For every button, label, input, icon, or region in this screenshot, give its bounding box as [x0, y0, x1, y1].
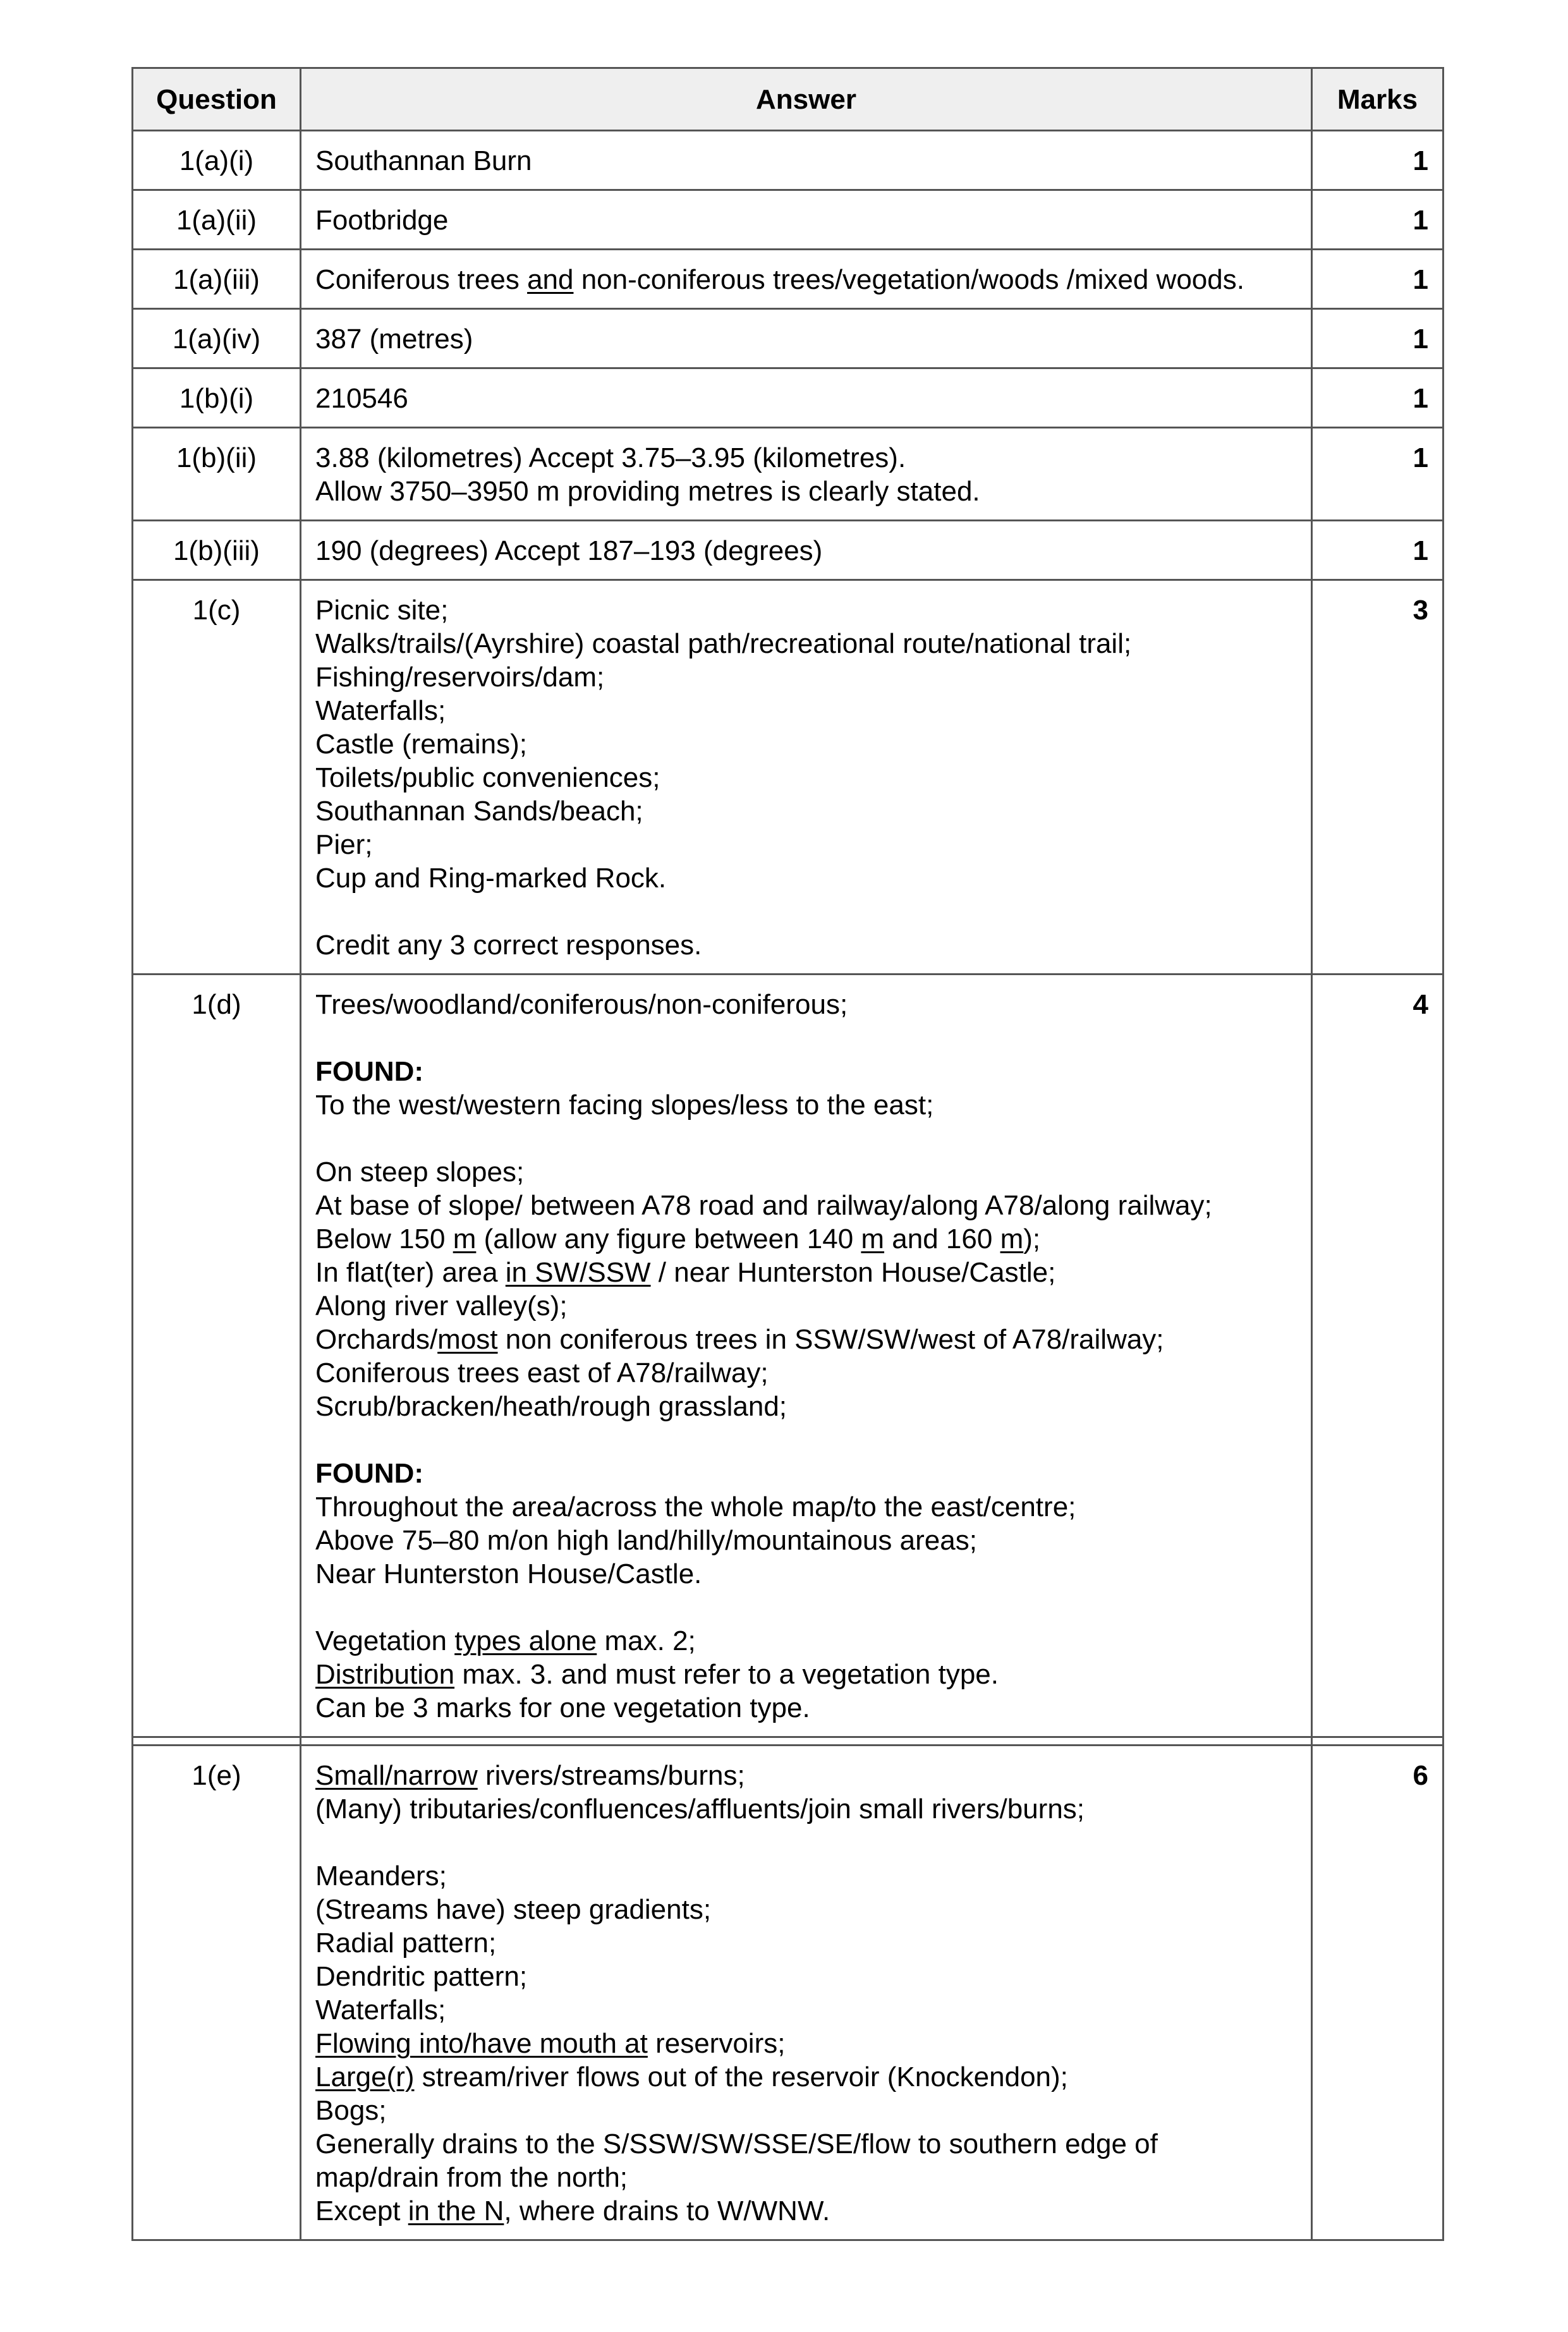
answer-cell	[301, 975, 1312, 1737]
answer-text: Near Hunterston House/Castle.	[315, 1558, 702, 1589]
answer-text: / near Hunterston House/Castle;	[650, 1257, 1056, 1288]
blank-line	[315, 1423, 1298, 1457]
answer-text: Southannan Sands/beach;	[315, 796, 643, 827]
table-row	[133, 131, 1443, 190]
answer-text: Meanders;	[315, 1861, 447, 1892]
underlined-text: in the N	[408, 2195, 504, 2226]
underlined-text: in SW/SSW	[505, 1257, 651, 1288]
marks-cell: 1	[1312, 250, 1443, 309]
answer-line	[315, 727, 1298, 761]
mark-scheme-table	[131, 67, 1444, 2241]
answer-line	[315, 988, 1298, 1021]
answer-line	[315, 2094, 1298, 2127]
answer-cell	[301, 368, 1312, 428]
table-row	[133, 1746, 1443, 2240]
marks-cell: 1	[1312, 368, 1443, 428]
answer-text: Waterfalls;	[315, 1995, 446, 2025]
answer-cell	[301, 521, 1312, 580]
table-row	[133, 309, 1443, 368]
underlined-text: Flowing into/have mouth at	[315, 2028, 648, 2059]
underlined-text: types alone	[454, 1625, 597, 1656]
marks-cell: 1	[1312, 190, 1443, 250]
question-cell: 1(b)(i)	[133, 368, 301, 428]
answer-line	[315, 928, 1298, 962]
answer-text: Castle (remains);	[315, 729, 527, 760]
blank-line	[315, 895, 1298, 928]
answer-text: To the west/western facing slopes/less to the east;	[315, 1090, 934, 1120]
divider-cell	[1312, 1737, 1443, 1746]
answer-text: Footbridge	[315, 205, 449, 236]
answer-text: Along river valley(s);	[315, 1290, 568, 1321]
answer-text: (Many) tributaries/confluences/affluents/join small rivers/burns;	[315, 1794, 1085, 1825]
answer-line	[315, 861, 1298, 895]
divider-cell	[133, 1737, 301, 1746]
answer-text: Above 75–80 m/on high land/hilly/mountainous areas;	[315, 1525, 977, 1556]
answer-line	[315, 1256, 1298, 1289]
answer-cell	[301, 250, 1312, 309]
answer-cell	[301, 428, 1312, 521]
answer-text: 387 (metres)	[315, 324, 473, 355]
answer-line	[315, 828, 1298, 861]
blank-line	[315, 1122, 1298, 1155]
answer-text: At base of slope/ between A78 road and railway/along A78/along railway;	[315, 1190, 1212, 1221]
answer-line	[315, 627, 1298, 660]
answer-line	[315, 1490, 1298, 1524]
header-row	[133, 68, 1443, 131]
answer-line	[315, 1658, 1298, 1691]
underlined-text: most	[437, 1324, 498, 1355]
answer-line	[315, 660, 1298, 694]
question-cell: 1(b)(iii)	[133, 521, 301, 580]
answer-line	[315, 1323, 1298, 1356]
answer-line	[315, 2161, 1298, 2194]
answer-text: 3.88 (kilometres) Accept 3.75–3.95 (kilometres).	[315, 442, 906, 473]
answer-text: map/drain from the north;	[315, 2162, 628, 2193]
answer-text: rivers/streams/burns;	[477, 1760, 745, 1791]
answer-text: Dendritic pattern;	[315, 1961, 528, 1992]
answer-cell	[301, 309, 1312, 368]
answer-line	[315, 144, 1298, 178]
marks-cell: 1	[1312, 131, 1443, 190]
table-row	[133, 250, 1443, 309]
row-divider	[133, 1737, 1443, 1746]
blank-line	[315, 1826, 1298, 1859]
answer-line	[315, 1222, 1298, 1256]
table-row	[133, 368, 1443, 428]
answer-text: Picnic site;	[315, 595, 449, 626]
table-row	[133, 190, 1443, 250]
answer-text: stream/river flows out of the reservoir (Knockendon);	[414, 2062, 1068, 2092]
answer-line	[315, 694, 1298, 727]
answer-text: non-coniferous trees/vegetation/woods /mixed woods.	[573, 264, 1244, 295]
answer-cell	[301, 1746, 1312, 2240]
answer-line	[315, 1691, 1298, 1725]
answer-heading: FOUND:	[315, 1458, 424, 1489]
answer-line	[315, 1088, 1298, 1122]
answer-line	[315, 2127, 1298, 2161]
answer-line	[315, 1524, 1298, 1557]
answer-line	[315, 322, 1298, 356]
answer-text: Below 150	[315, 1224, 453, 1254]
blank-line	[315, 1021, 1298, 1055]
answer-line	[315, 1189, 1298, 1222]
answer-text: Throughout the area/across the whole map/to the east/centre;	[315, 1491, 1076, 1522]
answer-text: );	[1023, 1224, 1041, 1254]
marks-cell: 6	[1312, 1746, 1443, 2240]
table-row	[133, 428, 1443, 521]
underlined-text: m	[861, 1224, 885, 1254]
table-row	[133, 975, 1443, 1737]
answer-line	[315, 1792, 1298, 1826]
answer-text: Walks/trails/(Ayrshire) coastal path/recreational route/national trail;	[315, 628, 1132, 659]
table-body	[133, 131, 1443, 2240]
header-question: Question	[133, 68, 301, 131]
question-cell: 1(a)(iii)	[133, 250, 301, 309]
answer-text: Coniferous trees east of A78/railway;	[315, 1357, 769, 1388]
answer-text: Trees/woodland/coniferous/non-coniferous;	[315, 989, 848, 1020]
answer-line	[315, 2060, 1298, 2094]
marks-cell: 4	[1312, 975, 1443, 1737]
answer-text: Generally drains to the S/SSW/SW/SSE/SE/flow to southern edge of	[315, 2129, 1158, 2159]
answer-text: (Streams have) steep gradients;	[315, 1894, 712, 1925]
answer-text: Coniferous trees	[315, 264, 528, 295]
question-cell: 1(c)	[133, 580, 301, 975]
answer-line	[315, 2194, 1298, 2228]
question-cell: 1(a)(ii)	[133, 190, 301, 250]
answer-text: Waterfalls;	[315, 695, 446, 726]
answer-text: 190 (degrees) Accept 187–193 (degrees)	[315, 535, 823, 566]
header-answer: Answer	[301, 68, 1312, 131]
question-cell: 1(a)(iv)	[133, 309, 301, 368]
answer-text: , where drains to W/WNW.	[504, 2195, 830, 2226]
answer-cell	[301, 190, 1312, 250]
answer-text: Scrub/bracken/heath/rough grassland;	[315, 1391, 787, 1422]
answer-line	[315, 1390, 1298, 1423]
question-cell: 1(d)	[133, 975, 301, 1737]
marks-cell: 1	[1312, 309, 1443, 368]
answer-text: Pier;	[315, 829, 373, 860]
answer-line	[315, 441, 1298, 475]
answer-line	[315, 1155, 1298, 1189]
answer-line	[315, 1624, 1298, 1658]
answer-text: max. 2;	[597, 1625, 696, 1656]
answer-text: and 160	[884, 1224, 1000, 1254]
answer-text: non coniferous trees in SSW/SW/west of A78/railway;	[497, 1324, 1164, 1355]
answer-line	[315, 761, 1298, 794]
answer-text: Allow 3750–3950 m providing metres is clearly stated.	[315, 476, 980, 507]
answer-line	[315, 1356, 1298, 1390]
answer-line	[315, 475, 1298, 508]
answer-text: (allow any figure between 140	[476, 1224, 861, 1254]
answer-line	[315, 1759, 1298, 1792]
answer-line	[315, 1557, 1298, 1591]
table-row	[133, 521, 1443, 580]
answer-line	[315, 203, 1298, 237]
answer-line	[315, 1960, 1298, 1993]
answer-line	[315, 1289, 1298, 1323]
answer-line	[315, 1055, 1298, 1088]
answer-cell	[301, 131, 1312, 190]
question-cell: 1(a)(i)	[133, 131, 301, 190]
answer-text: max. 3. and must refer to a vegetation type.	[454, 1659, 999, 1690]
answer-text: In flat(ter) area	[315, 1257, 506, 1288]
answer-cell	[301, 580, 1312, 975]
answer-text: Fishing/reservoirs/dam;	[315, 662, 605, 693]
marks-cell: 1	[1312, 521, 1443, 580]
answer-heading: FOUND:	[315, 1056, 424, 1087]
divider-cell	[301, 1737, 1312, 1746]
question-cell: 1(b)(ii)	[133, 428, 301, 521]
answer-text: Bogs;	[315, 2095, 387, 2126]
blank-line	[315, 1591, 1298, 1624]
answer-line	[315, 794, 1298, 828]
answer-text: Radial pattern;	[315, 1928, 497, 1959]
answer-line	[315, 1926, 1298, 1960]
question-cell: 1(e)	[133, 1746, 301, 2240]
answer-text: Vegetation	[315, 1625, 455, 1656]
underlined-text: m	[453, 1224, 477, 1254]
answer-text: 210546	[315, 383, 408, 414]
table-row	[133, 580, 1443, 975]
answer-text: Toilets/public conveniences;	[315, 762, 660, 793]
marks-cell: 1	[1312, 428, 1443, 521]
answer-line	[315, 1859, 1298, 1893]
underlined-text: Distribution	[315, 1659, 455, 1690]
answer-text: Can be 3 marks for one vegetation type.	[315, 1692, 810, 1723]
underlined-text: and	[527, 264, 574, 295]
answer-line	[315, 1457, 1298, 1490]
underlined-text: Large(r)	[315, 2062, 415, 2092]
answer-line	[315, 593, 1298, 627]
answer-text: reservoirs;	[647, 2028, 786, 2059]
answer-text: Except	[315, 2195, 408, 2226]
answer-line	[315, 263, 1298, 296]
answer-line	[315, 534, 1298, 568]
answer-line	[315, 1993, 1298, 2027]
answer-line	[315, 1893, 1298, 1926]
table-header	[133, 68, 1443, 131]
answer-line	[315, 2027, 1298, 2060]
underlined-text: m	[1000, 1224, 1024, 1254]
marks-cell: 3	[1312, 580, 1443, 975]
answer-text: On steep slopes;	[315, 1157, 525, 1187]
answer-line	[315, 382, 1298, 415]
underlined-text: Small/narrow	[315, 1760, 478, 1791]
answer-text: Southannan Burn	[315, 145, 532, 176]
answer-text: Cup and Ring-marked Rock.	[315, 863, 667, 894]
header-marks: Marks	[1312, 68, 1443, 131]
answer-text: Orchards/	[315, 1324, 438, 1355]
answer-text: Credit any 3 correct responses.	[315, 930, 702, 961]
